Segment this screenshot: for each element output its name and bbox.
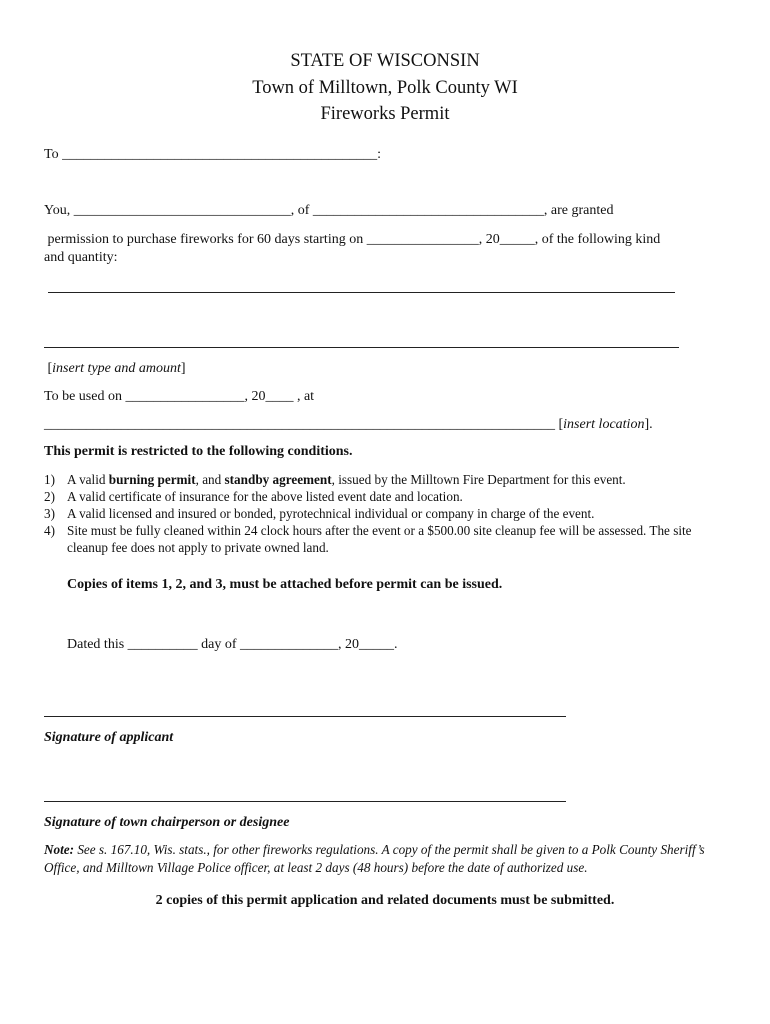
quantity-line: and quantity: bbox=[44, 250, 118, 265]
condition-item: 4) Site must be fully cleaned within 24 clock hours after the event or a $500.00 site cleanup fee will be assessed. The site cleanup fee does not apply to private owned land. bbox=[44, 523, 692, 555]
dated-line: Dated this __________ day of ______________, 20_____. bbox=[67, 637, 398, 652]
insert-type-instruction: [insert type and amount] bbox=[44, 361, 186, 376]
permission-line: permission to purchase fireworks for 60 days starting on ________________, 20_____, of the following kind bbox=[44, 232, 661, 247]
location-line: _________________________________________________________________________ [insert location]. bbox=[44, 417, 653, 432]
town-heading: Town of Milltown, Polk County WI bbox=[252, 78, 518, 98]
to-line: To _____________________________________________: bbox=[44, 147, 381, 162]
chair-signature-label: Signature of town chairperson or designee bbox=[44, 815, 290, 830]
used-on-line: To be used on _________________, 20____ , at bbox=[44, 389, 315, 404]
grant-line: You, _______________________________, of _________________________________, are granted bbox=[44, 203, 614, 218]
conditions-heading: This permit is restricted to the following conditions. bbox=[44, 444, 353, 459]
submission-notice: 2 copies of this permit application and related documents must be submitted. bbox=[155, 893, 615, 908]
state-heading: STATE OF WISCONSIN bbox=[290, 51, 480, 71]
regulations-note: Note: See s. 167.10, Wis. stats., for other fireworks regulations. A copy of the permit shall be given to a Polk County Sheriff’s Office, and Milltown Village Police officer, at least 2 days (48 hours) before the date of authorized use. bbox=[44, 842, 705, 875]
applicant-signature-label: Signature of applicant bbox=[44, 730, 174, 745]
condition-item: 2) A valid certificate of insurance for the above listed event date and location. bbox=[44, 489, 463, 504]
kind-quantity-blank-1 bbox=[48, 292, 675, 293]
copies-notice: Copies of items 1, 2, and 3, must be attached before permit can be issued. bbox=[67, 577, 503, 592]
chair-signature-line bbox=[44, 801, 566, 802]
kind-quantity-blank-2 bbox=[44, 347, 679, 348]
applicant-signature-line bbox=[44, 716, 566, 717]
condition-item: 3) A valid licensed and insured or bonded, pyrotechnical individual or company in charge of the event. bbox=[44, 506, 595, 521]
form-title: Fireworks Permit bbox=[320, 104, 450, 124]
condition-item: 1) A valid burning permit, and standby agreement, issued by the Milltown Fire Department for this event. bbox=[44, 472, 626, 487]
